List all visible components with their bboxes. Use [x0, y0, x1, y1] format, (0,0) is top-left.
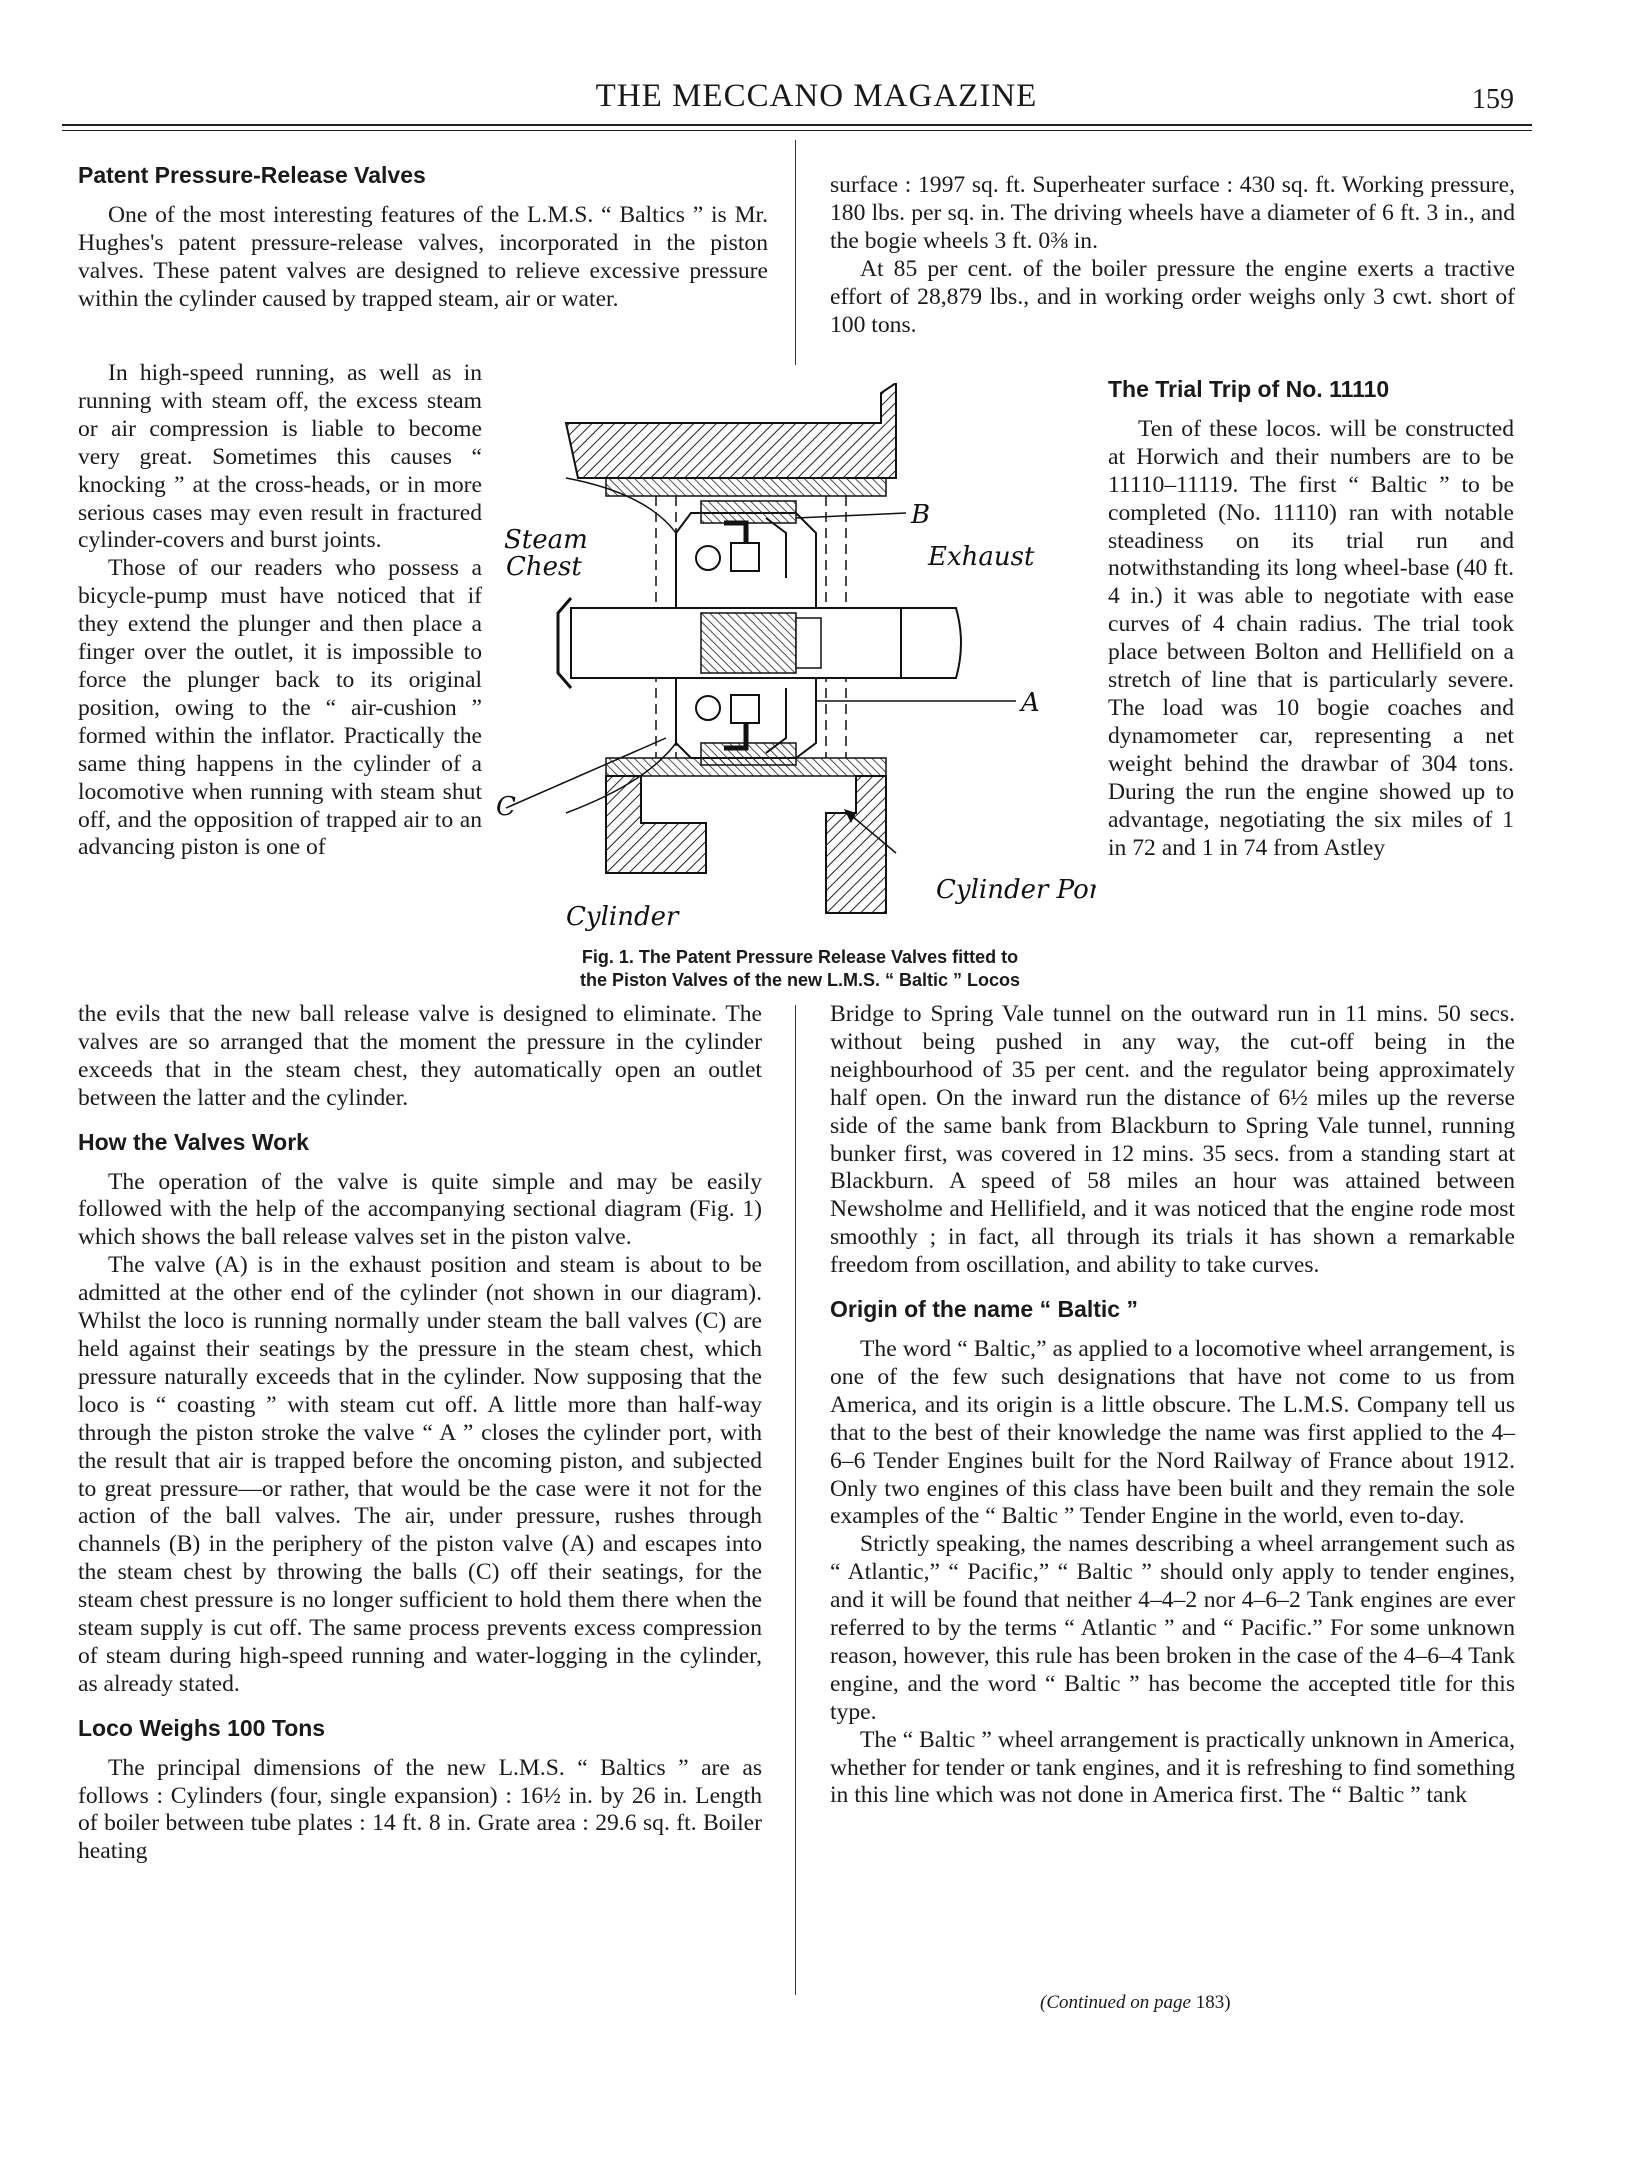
right-column-narrow [1108, 376, 1514, 862]
header-rule-thin [62, 130, 1532, 131]
paragraph: At 85 per cent. of the boiler pressure the engine exerts a tractive effort of 28,879 lbs., and in working order weighs only 3 cwt. short of 100 tons. [830, 255, 1515, 338]
lower-casing-right [826, 776, 886, 913]
label-cylinder-port: Cylinder Port [936, 875, 1096, 905]
valve-diagram [496, 383, 1096, 943]
label-c: C [496, 792, 516, 822]
heading-patent-valves: Patent Pressure-Release Valves [78, 162, 426, 188]
label-steam: Steam [504, 525, 588, 555]
figure-caption-line-1: Fig. 1. The Patent Pressure Release Valves fitted to [581, 947, 1019, 967]
paragraph-continued: Bridge to Spring Vale tunnel on the outward run in 11 mins. 50 secs. without being pushed in any way, the cut-off being in the neighbourhood of 35 per cent. and the regulator being approximately half open. On the inward run the distance of 6½ miles up the reverse side of the same bank from Blackburn to Spring Vale tunnel, running bunker first, was covered in 12 mins. 35 secs. from a standing start at Blackburn. A speed of 58 miles an hour was attained between Newsholme and Hellifield, and it was noticed that the engine rode most smoothly ; in fact, all through its trials it has shown a remarkable freedom from oscillation, and ability to take curves. [830, 1001, 1515, 1279]
ball-valve-lower [696, 696, 720, 720]
ball-valve-upper [696, 546, 720, 570]
valve-ring-top [701, 501, 796, 523]
column-divider-bottom [795, 1005, 796, 1995]
heading-trial-trip: The Trial Trip of No. 11110 [1108, 376, 1390, 402]
lower-casing-left [606, 776, 706, 873]
right-column-top [830, 172, 1515, 339]
paragraph: Strictly speaking, the names describing a wheel arrangement such as “ Atlantic,” “ Pacific,” “ Baltic ” should only apply to tender engines, and it will be found that neither 4–4–2 nor 4–6–2 Tank engines are ever referred to by the terms “ Atlantic ” and “ Pacific.” For some unknown reason, however, this rule has been broken in the case of the 4–6–4 Tank engine, and the word “ Baltic ” has become the accepted title for this type. [830, 1531, 1515, 1725]
paragraph: The principal dimensions of the new L.M.S. “ Baltics ” are as follows : Cylinders (four, single expansion) : 16½ in. by 26 in. Length of boiler between tube plates : 14 ft. 8 in. Grate area : 29.6 sq. ft. Boiler heating [78, 1754, 762, 1865]
continued-text: (Continued on page [1040, 1992, 1191, 2013]
paragraph: Ten of these locos. will be constructed at Horwich and their numbers are to be 11110–11119. The first “ Baltic ” to be completed (No. 11110) ran with notable steadiness on its trial run and notwithstanding its long wheel-base (40 ft. 4 in.) it was able to negotiate with ease curves of 4 chain radius. The trial took place between Bolton and Hellifield on a stretch of line that is particularly severe. The load was 10 bogie coaches and dynamometer car, representing a net weight behind the drawbar of 304 tons. During the run the engine showed up to advantage, negotiating the six miles of 1 in 72 and 1 in 74 from Astley [1108, 415, 1514, 861]
figure-caption [505, 946, 1095, 992]
continued-note [1040, 1992, 1231, 2014]
paragraph: The valve (A) is in the exhaust position and steam is about to be admitted at the other end of the cylinder (not shown in our diagram). Whilst the loco is running normally under steam the ball valves (C) are held against their seatings by the pressure in the steam chest, which pressure naturally exceeds that in the cylinder. Now supposing that the loco is “ coasting ” with steam cut off. A little more than half-way through the piston stroke the valve “ A ” closes the cylinder port, with the result that air is trapped before the oncoming piston, and subjected to great pressure—or rather, that would be the case were it not for the action of the ball valves. The air, under pressure, rushes through channels (B) in the periphery of the piston valve (A) and escapes into the steam chest by throwing the balls (C) off their seatings, for the steam chest pressure is no longer sufficient to hold them there when the steam supply is cut off. The same process prevents excess compression of steam during high-speed running and water-logging in the cylinder, as already stated. [78, 1252, 762, 1697]
paragraph: One of the most interesting features of the L.M.S. “ Baltics ” is Mr. Hughes's patent pressure-release valves, incorporated in the piston valves. These patent valves are designed to relieve excessive pressure within the cylinder caused by trapped steam, air or water. [78, 201, 768, 312]
paragraph: In high-speed running, as well as in running with steam off, the excess steam or air compression is liable to become very great. Sometimes this causes “ knocking ” at the cross-heads, or in more serious cases may even result in fractured cylinder-covers and burst joints. [78, 360, 482, 554]
continued-page: 183) [1195, 1992, 1231, 2013]
heading-origin-baltic: Origin of the name “ Baltic ” [830, 1296, 1138, 1323]
heading-how-valves-work: How the Valves Work [78, 1128, 309, 1155]
header-rule [62, 124, 1532, 126]
label-a: A [1021, 688, 1040, 718]
page-number: 159 [1472, 84, 1514, 115]
label-chest: Chest [506, 552, 582, 582]
label-b: B [911, 500, 931, 530]
left-column-top [78, 152, 768, 314]
paragraph-continued: surface : 1997 sq. ft. Superheater surface : 430 sq. ft. Working pressure, 180 lbs. per sq. in. The driving wheels have a diameter of 6 ft. 3 in., and the bogie wheels 3 ft. 0⅜ in. [830, 172, 1515, 254]
figure-caption-line-2: the Piston Valves of the new L.M.S. “ Baltic ” Locos [579, 970, 1021, 990]
paragraph: The operation of the valve is quite simple and may be easily followed with the help of the accompanying sectional diagram (Fig. 1) which shows the ball release valves set in the piston valve. [78, 1168, 762, 1251]
heading-loco-weighs: Loco Weighs 100 Tons [78, 1714, 326, 1741]
label-exhaust: Exhaust [928, 542, 1035, 572]
left-column-bottom [78, 1001, 762, 1866]
paragraph: Those of our readers who possess a bicycle-pump must have noticed that if they extend the plunger and then place a finger over the outlet, it is impossible to force the plunger back to its original position, owing to the “ air-cushion ” formed within the inflator. Practically the same thing happens in the cylinder of a locomotive when running with steam shut off, and the opposition of trapped air to an advancing piston is one of [78, 555, 482, 861]
right-column-bottom [830, 1001, 1515, 1810]
column-divider-top [795, 140, 796, 365]
upper-casing [566, 383, 896, 478]
label-cylinder: Cylinder [566, 902, 679, 932]
paragraph-continued: the evils that the new ball release valve is designed to eliminate. The valves are so arranged that the moment the pressure in the cylinder exceeds that in the steam chest, they automatically open an outlet between the latter and the cylinder. [78, 1001, 762, 1111]
paragraph: The word “ Baltic,” as applied to a locomotive wheel arrangement, is one of the few such designations that have not come to us from America, and its origin is a little obscure. The L.M.S. Company tell us that to the best of their knowledge the name was first applied to the 4–6–6 Tender Engines built for the Nord Railway of France about 1912. Only two engines of this class have been built and they remain the sole examples of the “ Baltic ” Tender Engine in the world, even to-day. [830, 1335, 1515, 1530]
upper-liner [606, 478, 886, 496]
valve-diagram-svg [496, 383, 1096, 943]
paragraph: The “ Baltic ” wheel arrangement is practically unknown in America, whether for tender or tank engines, and it is refreshing to find something in this line which was not done in America first. The “ Baltic ” tank [830, 1726, 1515, 1809]
page-title: THE MECCANO MAGAZINE [595, 78, 1038, 114]
left-column-narrow [78, 360, 482, 862]
